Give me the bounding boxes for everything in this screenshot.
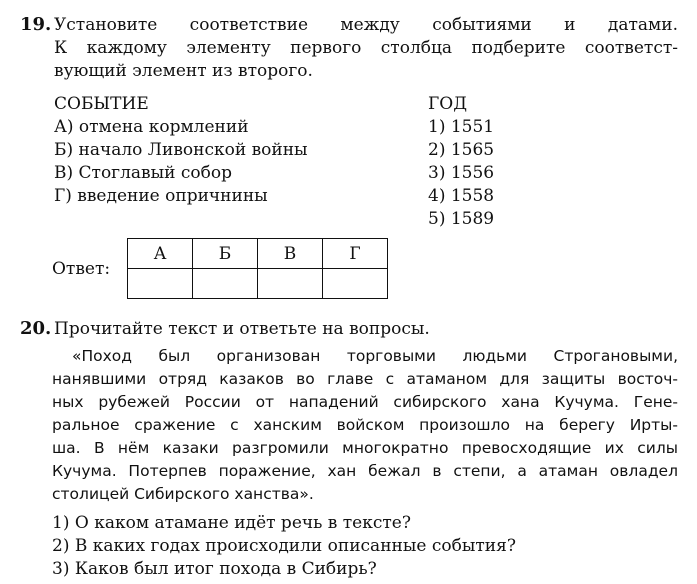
years-header: ГОД (428, 94, 468, 114)
answer-col-header: Б (193, 239, 258, 269)
task-20-number: 20. (20, 318, 52, 339)
year-item: 1) 1551 (428, 117, 495, 137)
event-item: А) отмена кормлений (54, 117, 249, 137)
passage-line: Кучума. Потерпев поражение, хан бежал в степи, а атаман овладел (52, 462, 678, 480)
year-item: 2) 1565 (428, 140, 495, 160)
events-header: СОБЫТИЕ (54, 94, 149, 114)
answer-cell[interactable] (128, 269, 193, 299)
question-item: 3) Каков был итог похода в Сибирь? (52, 559, 377, 579)
answer-cell[interactable] (258, 269, 323, 299)
task-19-prompt-line-1: Установите соответствие между событиями и датами. (54, 15, 678, 35)
passage-line: ральное сражение с ханским войском произошло на берегу Ирты- (52, 416, 678, 434)
passage-line: ша. В нём казаки разгромили многократно превосходящие их силы (52, 439, 678, 457)
answer-input-row (128, 269, 388, 299)
year-item: 4) 1558 (428, 186, 495, 206)
passage-line: столицей Сибирского ханства». (52, 485, 314, 503)
year-item: 5) 1589 (428, 209, 495, 229)
answer-cell[interactable] (323, 269, 388, 299)
task-19-prompt-line-2: К каждому элементу первого столбца подберите соответст- (54, 38, 678, 58)
question-item: 1) О каком атамане идёт речь в тексте? (52, 513, 411, 533)
task-19-number: 19. (20, 14, 52, 35)
event-item: Г) введение опричнины (54, 186, 268, 206)
event-item: Б) начало Ливонской войны (54, 140, 308, 160)
question-item: 2) В каких годах происходили описанные события? (52, 536, 516, 556)
answer-col-header: А (128, 239, 193, 269)
event-item: В) Стоглавый собор (54, 163, 232, 183)
answer-col-header: Г (323, 239, 388, 269)
answer-table (127, 238, 388, 299)
answer-header-row (128, 239, 388, 269)
passage-line: «Поход был организован торговыми людьми Строгановыми, (72, 347, 678, 365)
passage-line: нанявшими отряд казаков во главе с атаманом для защиты восточ- (52, 370, 678, 388)
answer-label: Ответ: (52, 259, 111, 279)
passage-line: ных рубежей России от нападений сибирского хана Кучума. Гене- (52, 393, 678, 411)
answer-col-header: В (258, 239, 323, 269)
year-item: 3) 1556 (428, 163, 495, 183)
task-19-prompt-line-3: вующий элемент из второго. (54, 61, 313, 81)
answer-cell[interactable] (193, 269, 258, 299)
task-20-prompt: Прочитайте текст и ответьте на вопросы. (54, 319, 430, 339)
